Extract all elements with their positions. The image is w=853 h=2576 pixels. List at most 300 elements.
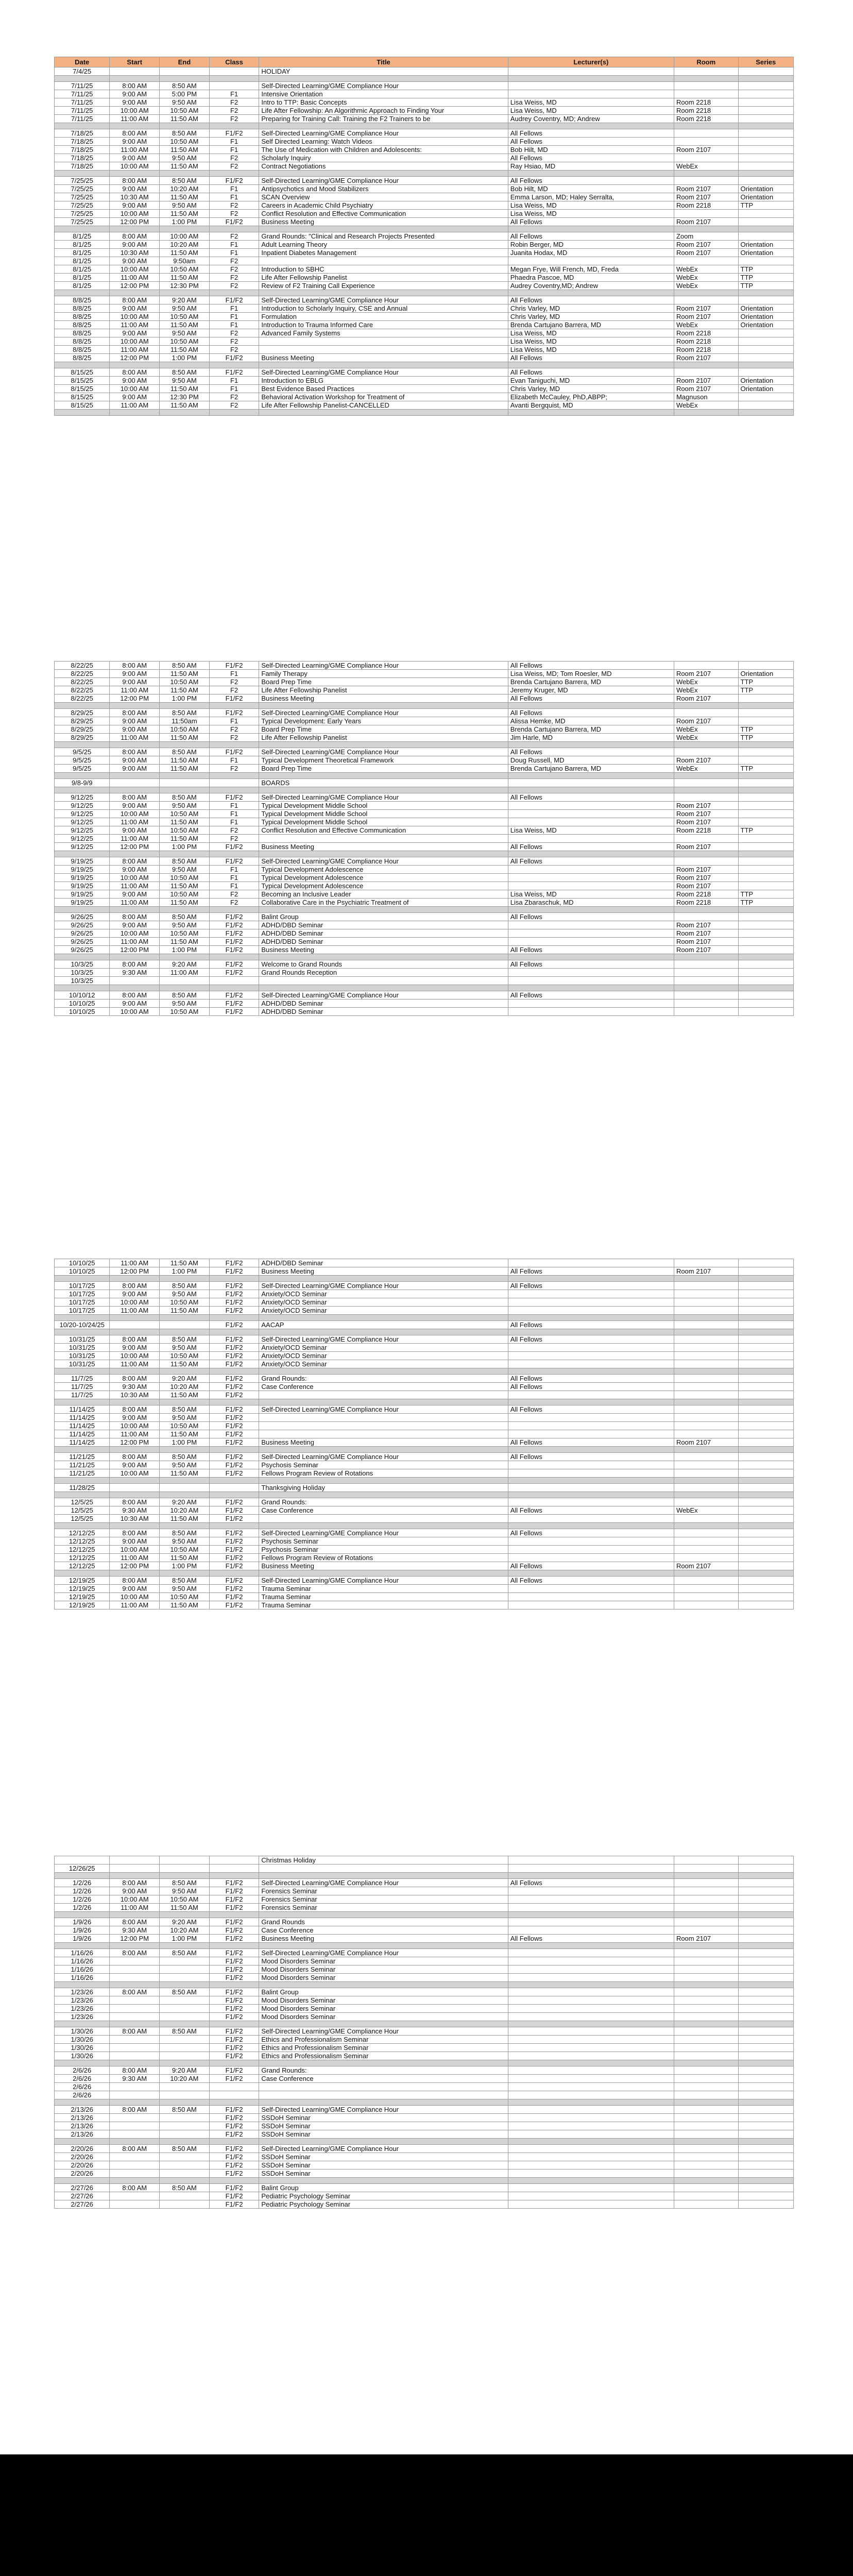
cell-start: 8:00 AM	[110, 2184, 160, 2192]
cell-lecturers	[508, 938, 674, 946]
cell-class: F2	[209, 765, 259, 773]
cell-date: 10/31/25	[55, 1344, 110, 1352]
table-row	[55, 1593, 794, 1601]
cell-end: 8:50 AM	[160, 662, 210, 670]
separator-cell	[110, 1315, 160, 1321]
cell-class: F1/F2	[209, 843, 259, 851]
cell-end	[160, 2153, 210, 2161]
cell-end: 11:50 AM	[160, 249, 210, 257]
separator-cell	[508, 2060, 674, 2066]
cell-date: 8/8/25	[55, 321, 110, 329]
cell-lecturers	[508, 1949, 674, 1957]
cell-lecturers: All Fellows	[508, 991, 674, 999]
cell-series: TTP	[738, 274, 793, 282]
cell-date: 12/12/25	[55, 1554, 110, 1562]
cell-room	[674, 1554, 738, 1562]
separator-cell	[209, 1478, 259, 1484]
cell-start: 9:00 AM	[110, 1414, 160, 1422]
cell-lecturers: Ray Hsiao, MD	[508, 162, 674, 171]
cell-end: 10:50 AM	[160, 810, 210, 818]
cell-series	[738, 1601, 793, 1609]
cell-date: 11/14/25	[55, 1405, 110, 1414]
cell-title: Welcome to Grand Rounds	[259, 960, 508, 969]
cell-class: F1/F2	[209, 2153, 259, 2161]
table-row	[55, 991, 794, 999]
cell-title	[259, 1422, 508, 1430]
cell-start: 12:00 PM	[110, 282, 160, 290]
table-row	[55, 2106, 794, 2114]
separator-cell	[209, 703, 259, 709]
cell-lecturers	[508, 2013, 674, 2021]
separator-cell	[55, 1315, 110, 1321]
cell-room	[674, 1383, 738, 1391]
table-row	[55, 734, 794, 742]
table-row	[55, 2013, 794, 2021]
cell-start: 8:00 AM	[110, 129, 160, 138]
cell-end: 11:50 AM	[160, 835, 210, 843]
cell-date: 8/8/25	[55, 329, 110, 337]
separator-cell	[674, 76, 738, 82]
cell-title: Self-Directed Learning/GME Compliance Hour	[259, 1949, 508, 1957]
cell-title: Life After Fellowship Panelist	[259, 734, 508, 742]
cell-lecturers: All Fellows	[508, 154, 674, 162]
separator-cell	[110, 1982, 160, 1988]
separator-cell	[259, 907, 508, 913]
cell-class: F1/F2	[209, 2036, 259, 2044]
separator-cell	[259, 1570, 508, 1577]
cell-class: F1	[209, 146, 259, 154]
cell-start: 10:00 AM	[110, 1469, 160, 1478]
cell-lecturers	[508, 1537, 674, 1546]
cell-date	[55, 1856, 110, 1865]
cell-series	[738, 717, 793, 725]
cell-date: 1/2/26	[55, 1895, 110, 1904]
cell-start: 9:30 AM	[110, 969, 160, 977]
cell-title: Typical Development Middle School	[259, 810, 508, 818]
separator-cell	[738, 1873, 793, 1879]
cell-class: F1/F2	[209, 1259, 259, 1267]
cell-room: Room 2218	[674, 890, 738, 899]
cell-end: 11:50 AM	[160, 899, 210, 907]
cell-series	[738, 232, 793, 241]
cell-series	[738, 1375, 793, 1383]
separator-cell	[55, 1329, 110, 1335]
cell-date: 7/11/25	[55, 82, 110, 90]
cell-end: 10:50 AM	[160, 678, 210, 686]
table-row	[55, 1554, 794, 1562]
cell-class: F1/F2	[209, 1926, 259, 1935]
cell-title: Fellows Program Review of Rotations	[259, 1469, 508, 1478]
separator-cell	[738, 76, 793, 82]
cell-class	[209, 82, 259, 90]
separator-cell	[55, 290, 110, 296]
cell-end: 8:50 AM	[160, 1577, 210, 1585]
cell-room	[674, 1537, 738, 1546]
cell-room	[674, 969, 738, 977]
cell-room: Room 2107	[674, 1562, 738, 1570]
separator-cell	[209, 787, 259, 793]
cell-start: 10:00 AM	[110, 1895, 160, 1904]
table-row	[55, 146, 794, 154]
cell-title: Intensive Orientation	[259, 90, 508, 98]
table-row	[55, 218, 794, 226]
cell-series	[738, 337, 793, 346]
cell-class: F1/F2	[209, 2200, 259, 2209]
cell-title: Self-Directed Learning/GME Compliance Hour	[259, 662, 508, 670]
table-row	[55, 1601, 794, 1609]
separator-cell	[110, 1399, 160, 1405]
cell-room: Room 2218	[674, 98, 738, 107]
cell-series: Orientation	[738, 241, 793, 249]
cell-title: Business Meeting	[259, 694, 508, 703]
cell-start	[110, 1957, 160, 1965]
cell-title: Typical Development Adolescence	[259, 874, 508, 882]
cell-class: F1/F2	[209, 1375, 259, 1383]
table-row	[55, 874, 794, 882]
table-row	[55, 1926, 794, 1935]
separator-cell	[674, 1315, 738, 1321]
cell-title: Conflict Resolution and Effective Communication	[259, 210, 508, 218]
table-row	[55, 662, 794, 670]
cell-lecturers: Brenda Cartujano Barrera, MD	[508, 678, 674, 686]
cell-class: F2	[209, 337, 259, 346]
cell-end	[160, 1321, 210, 1329]
cell-end: 11:50 AM	[160, 274, 210, 282]
cell-series	[738, 818, 793, 826]
cell-lecturers	[508, 1974, 674, 1982]
cell-room: Room 2107	[674, 802, 738, 810]
cell-room	[674, 1335, 738, 1344]
separator-cell	[209, 2060, 259, 2066]
separator-cell	[738, 1912, 793, 1918]
cell-title	[259, 1515, 508, 1523]
cell-lecturers: Evan Taniguchi, MD	[508, 377, 674, 385]
separator-cell	[508, 410, 674, 416]
separator-cell	[508, 290, 674, 296]
table-row	[55, 946, 794, 954]
separator-cell	[55, 362, 110, 368]
cell-end: 1:00 PM	[160, 1267, 210, 1276]
cell-start: 8:00 AM	[110, 793, 160, 802]
separator-row	[55, 1873, 794, 1879]
cell-start	[110, 2044, 160, 2052]
table-row	[55, 377, 794, 385]
cell-start: 8:00 AM	[110, 1949, 160, 1957]
cell-date: 8/29/25	[55, 709, 110, 717]
cell-series	[738, 1352, 793, 1360]
separator-cell	[508, 1982, 674, 1988]
cell-room: Room 2107	[674, 874, 738, 882]
cell-date: 7/11/25	[55, 115, 110, 123]
cell-series	[738, 177, 793, 185]
cell-lecturers	[508, 2153, 674, 2161]
cell-start: 9:00 AM	[110, 1887, 160, 1895]
cell-date: 10/3/25	[55, 977, 110, 985]
cell-start: 12:00 PM	[110, 946, 160, 954]
cell-end: 5:00 PM	[160, 90, 210, 98]
cell-series	[738, 835, 793, 843]
separator-cell	[55, 410, 110, 416]
cell-room: Room 2107	[674, 882, 738, 890]
cell-series	[738, 401, 793, 410]
cell-date: 10/31/25	[55, 1335, 110, 1344]
cell-start	[110, 2114, 160, 2122]
cell-class: F1	[209, 90, 259, 98]
cell-series: TTP	[738, 201, 793, 210]
cell-start: 9:00 AM	[110, 185, 160, 193]
separator-cell	[259, 742, 508, 748]
cell-series	[738, 1469, 793, 1478]
cell-lecturers	[508, 1360, 674, 1368]
cell-date: 9/26/25	[55, 913, 110, 921]
separator-cell	[738, 1276, 793, 1282]
cell-title: Antipsychotics and Mood Stabilizers	[259, 185, 508, 193]
cell-class: F2	[209, 835, 259, 843]
separator-cell	[674, 2099, 738, 2106]
separator-cell	[110, 290, 160, 296]
cell-series	[738, 90, 793, 98]
cell-lecturers	[508, 999, 674, 1008]
separator-cell	[738, 2021, 793, 2027]
table-row	[55, 1974, 794, 1982]
cell-series: Orientation	[738, 313, 793, 321]
column-header-class: Class	[209, 57, 259, 67]
cell-room: Room 2218	[674, 899, 738, 907]
cell-date: 12/19/25	[55, 1577, 110, 1585]
cell-class: F1	[209, 193, 259, 201]
cell-lecturers	[508, 1259, 674, 1267]
cell-title: HOLIDAY	[259, 67, 508, 76]
cell-start: 11:00 AM	[110, 938, 160, 946]
cell-class: F1/F2	[209, 921, 259, 929]
separator-cell	[209, 773, 259, 779]
cell-start: 10:00 AM	[110, 874, 160, 882]
cell-room: Room 2107	[674, 866, 738, 874]
cell-title: Balint Group	[259, 2184, 508, 2192]
separator-cell	[110, 410, 160, 416]
cell-room	[674, 662, 738, 670]
separator-cell	[259, 1368, 508, 1375]
cell-start: 8:00 AM	[110, 1282, 160, 1290]
cell-room: WebEx	[674, 321, 738, 329]
separator-cell	[738, 773, 793, 779]
cell-end: 8:50 AM	[160, 1405, 210, 1414]
cell-title	[259, 835, 508, 843]
cell-title: Grand Rounds: "Clinical and Research Projects Presented	[259, 232, 508, 241]
black-footer-band	[0, 2454, 853, 2576]
cell-end: 8:50 AM	[160, 2027, 210, 2036]
cell-end: 11:50 AM	[160, 401, 210, 410]
cell-end: 10:50 AM	[160, 890, 210, 899]
cell-class: F2	[209, 274, 259, 282]
cell-series	[738, 1008, 793, 1016]
separator-cell	[259, 1982, 508, 1988]
cell-class: F1/F2	[209, 1887, 259, 1895]
cell-lecturers: All Fellows	[508, 1438, 674, 1447]
cell-date: 9/26/25	[55, 938, 110, 946]
cell-title: Self-Directed Learning/GME Compliance Hour	[259, 368, 508, 377]
cell-start: 9:00 AM	[110, 890, 160, 899]
cell-class: F1/F2	[209, 1453, 259, 1461]
cell-start: 10:00 AM	[110, 1546, 160, 1554]
cell-lecturers	[508, 1965, 674, 1974]
cell-lecturers: Lisa Weiss, MD	[508, 210, 674, 218]
separator-cell	[209, 410, 259, 416]
cell-date: 9/19/25	[55, 899, 110, 907]
cell-room: Room 2107	[674, 756, 738, 765]
cell-title: Intro to TTP: Basic Concepts	[259, 98, 508, 107]
cell-end: 9:50am	[160, 257, 210, 265]
separator-cell	[738, 123, 793, 129]
table-row	[55, 1515, 794, 1523]
table-row	[55, 1461, 794, 1469]
separator-cell	[674, 1912, 738, 1918]
cell-room: Room 2107	[674, 929, 738, 938]
cell-start: 11:00 AM	[110, 1904, 160, 1912]
cell-end	[160, 977, 210, 985]
cell-room: Room 2107	[674, 694, 738, 703]
cell-start: 11:00 AM	[110, 899, 160, 907]
table-row	[55, 346, 794, 354]
separator-cell	[674, 2139, 738, 2145]
table-row	[55, 98, 794, 107]
cell-title: Self-Directed Learning/GME Compliance Hour	[259, 2145, 508, 2153]
cell-class: F1	[209, 385, 259, 393]
separator-cell	[508, 2021, 674, 2027]
cell-lecturers	[508, 1865, 674, 1873]
cell-class: F1/F2	[209, 709, 259, 717]
cell-date: 9/5/25	[55, 756, 110, 765]
cell-date: 8/8/25	[55, 304, 110, 313]
separator-cell	[738, 851, 793, 857]
separator-cell	[674, 1943, 738, 1949]
cell-date: 2/27/26	[55, 2200, 110, 2209]
cell-class: F2	[209, 210, 259, 218]
separator-row	[55, 2178, 794, 2184]
separator-cell	[160, 1570, 210, 1577]
cell-lecturers: Lisa Weiss, MD	[508, 337, 674, 346]
cell-title: Family Therapy	[259, 670, 508, 678]
cell-date: 8/8/25	[55, 296, 110, 304]
table-row	[55, 826, 794, 835]
cell-room: Room 2107	[674, 810, 738, 818]
cell-room	[674, 2075, 738, 2083]
separator-cell	[738, 2178, 793, 2184]
cell-start: 10:00 AM	[110, 1593, 160, 1601]
table-row	[55, 756, 794, 765]
cell-end	[160, 2130, 210, 2139]
table-row	[55, 90, 794, 98]
cell-title: Forensics Seminar	[259, 1895, 508, 1904]
cell-series	[738, 2091, 793, 2099]
cell-date: 8/1/25	[55, 274, 110, 282]
cell-series	[738, 354, 793, 362]
separator-cell	[209, 1276, 259, 1282]
table-row	[55, 999, 794, 1008]
separator-cell	[209, 123, 259, 129]
cell-date: 10/20-10/24/25	[55, 1321, 110, 1329]
cell-date: 8/15/25	[55, 401, 110, 410]
cell-date: 2/13/26	[55, 2122, 110, 2130]
separator-cell	[55, 2099, 110, 2106]
cell-end: 8:50 AM	[160, 129, 210, 138]
cell-date: 2/20/26	[55, 2161, 110, 2170]
cell-start: 10:30 AM	[110, 249, 160, 257]
separator-cell	[508, 773, 674, 779]
cell-lecturers: All Fellows	[508, 1335, 674, 1344]
cell-date: 8/1/25	[55, 241, 110, 249]
table-row	[55, 107, 794, 115]
separator-cell	[508, 1943, 674, 1949]
cell-series	[738, 1344, 793, 1352]
cell-room	[674, 129, 738, 138]
cell-class: F2	[209, 725, 259, 734]
cell-date: 1/2/26	[55, 1887, 110, 1895]
cell-room: Room 2107	[674, 241, 738, 249]
separator-cell	[259, 787, 508, 793]
cell-start: 11:00 AM	[110, 686, 160, 694]
cell-room	[674, 1974, 738, 1982]
cell-end: 10:50 AM	[160, 265, 210, 274]
separator-cell	[55, 1492, 110, 1498]
cell-start: 8:00 AM	[110, 1375, 160, 1383]
separator-cell	[209, 1399, 259, 1405]
cell-title: Introduction to EBLG	[259, 377, 508, 385]
cell-date: 7/25/25	[55, 210, 110, 218]
cell-lecturers: Lisa Weiss, MD; Tom Roesler, MD	[508, 670, 674, 678]
separator-cell	[160, 1943, 210, 1949]
cell-start	[110, 2005, 160, 2013]
table-row	[55, 1469, 794, 1478]
cell-room: Room 2107	[674, 670, 738, 678]
separator-cell	[259, 1492, 508, 1498]
column-header-lecturers: Lecturer(s)	[508, 57, 674, 67]
separator-cell	[508, 76, 674, 82]
cell-start: 10:00 AM	[110, 929, 160, 938]
cell-end	[160, 1996, 210, 2005]
cell-title: SSDoH Seminar	[259, 2122, 508, 2130]
table-row	[55, 162, 794, 171]
cell-start	[110, 1856, 160, 1865]
cell-lecturers	[508, 82, 674, 90]
cell-lecturers	[508, 1887, 674, 1895]
cell-date: 12/19/25	[55, 1593, 110, 1601]
cell-start: 9:30 AM	[110, 1926, 160, 1935]
cell-room	[674, 1515, 738, 1523]
cell-end: 9:50 AM	[160, 1290, 210, 1298]
separator-cell	[259, 1943, 508, 1949]
cell-series: TTP	[738, 890, 793, 899]
cell-start: 9:00 AM	[110, 826, 160, 835]
cell-end: 11:50 AM	[160, 734, 210, 742]
cell-start: 9:00 AM	[110, 154, 160, 162]
table-row	[55, 938, 794, 946]
cell-end: 9:50 AM	[160, 1461, 210, 1469]
cell-start: 11:00 AM	[110, 146, 160, 154]
cell-start: 11:00 AM	[110, 835, 160, 843]
cell-date: 9/19/25	[55, 866, 110, 874]
separator-row	[55, 1912, 794, 1918]
cell-start: 9:00 AM	[110, 90, 160, 98]
cell-end: 8:50 AM	[160, 1453, 210, 1461]
cell-title: Mood Disorders Seminar	[259, 1996, 508, 2005]
cell-class: F1	[209, 670, 259, 678]
cell-start: 8:00 AM	[110, 296, 160, 304]
cell-start: 8:00 AM	[110, 1453, 160, 1461]
separator-cell	[508, 1492, 674, 1498]
table-row	[55, 1360, 794, 1368]
separator-cell	[738, 1315, 793, 1321]
